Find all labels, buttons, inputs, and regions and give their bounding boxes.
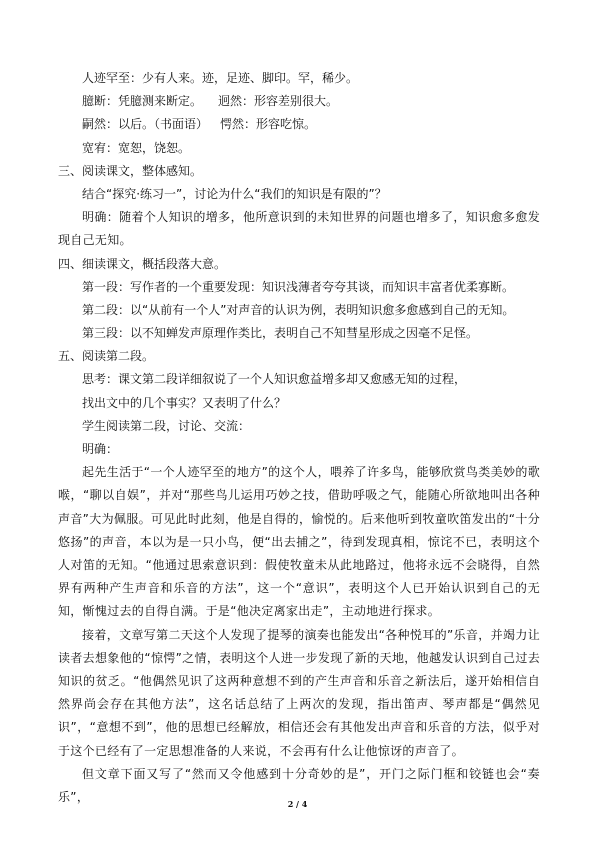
document-body — [58, 67, 540, 809]
section-3-task: 结合“探究·练习一”，讨论为什么“我们的知识是有限的”？ — [82, 186, 387, 201]
glossary-e-ran: 愕然：形容吃惊。 — [220, 117, 317, 132]
glossary-kuan-you: 宽宥：宽恕，饶恕。 — [82, 140, 191, 155]
section-5-discuss: 学生阅读第二段，讨论、交流： — [82, 418, 251, 433]
section-3-heading: 三、阅读课文，整体感知。 — [58, 163, 203, 178]
page-number: 2 / 4 — [287, 799, 308, 809]
section-5-heading: 五、阅读第二段。 — [58, 349, 155, 364]
section-4-para-2: 第二段：以“从前有一个人”对声音的认识为例，表明知识愈多愈感到自己的无知。 — [82, 302, 515, 317]
glossary-er-ran: 嗣然：以后。（书面语） — [82, 117, 209, 132]
section-5-think: 思考：课文第二段详细叙说了一个人知识愈益增多却又愈感无知的过程， — [82, 372, 467, 387]
section-4-para-1: 第一段：写作者的一个重要发现：知识浅薄者夸夸其谈，而知识丰富者优柔寡断。 — [82, 279, 515, 294]
glossary-row-2 — [58, 90, 540, 113]
glossary-row-3 — [58, 113, 540, 136]
section-5-question: 找出文中的几个事实？又表明了什么？ — [82, 395, 287, 410]
section-4-heading: 四、细读课文，概括段落大意。 — [58, 256, 227, 271]
section-4-para-3: 第三段：以不知蝉发声原理作类比，表明自己不知彗星形成之因毫不足怪。 — [82, 326, 479, 341]
glossary-jiong-ran: 迥然：形容差别很大。 — [218, 94, 339, 109]
analysis-paragraph-3: 但文章下面又写了“然而又令他感到十分奇妙的是”，开门之际门框和铰链也会“奏乐”， — [58, 766, 540, 805]
analysis-paragraph-2: 接着，文章写第二天这个人发现了提琴的演奏也能发出“各种悦耳的”乐音，并竭力让读者去想象他的“惊愕”之情，表明这个人进一步发现了新的天地，他越发认识到自己过去知识的贫乏。“他偶然见识了这两种意想不到的产生声音和乐音之新法后，遂开始相信自然界尚会存在其他方法”，这名话总结了上两次的发现，指出笛声、琴声都是“偶然见识”，“意想不到”，他的思想已经解放，相信还会有其他发出声音和乐音的方法，似乎对于这个已经有了一定思想准备的人来说，不会再有什么让他惊讶的声音了。 — [58, 627, 540, 758]
section-5-clarify: 明确： — [82, 442, 119, 457]
glossary-ji-han: 人迹罕至：少有人来。迹，足迹、脚印。罕，稀少。 — [82, 71, 359, 85]
glossary-ce-du: 臆断：凭臆测来断定。 — [82, 94, 203, 109]
analysis-paragraph-1: 起先生活于“一个人迹罕至的地方”的这个人，喂养了许多鸟，能够欣赏鸟类美妙的歌喉，“聊以自娱”，并对“那些鸟儿运用巧妙之技，借助呼吸之气，能随心所欲地叫出各种声音”大为佩服。可见此时此刻，他是自得的，愉悦的。后来他听到牧童吹笛发出的“十分悠扬”的声音，本以为是一只小鸟，便“出去捕之”，待到发现真相，惊诧不已，表明这个人对笛的无知。“他通过思索意识到：假使牧童未从此地路过，他将永远不会晓得，自然界有两种产生声音和乐音的方法”，这一个“意识”，表明这个人已开始认识到自己的无知，惭愧过去的自得自满。于是“他决定离家出走”，主动地进行探求。 — [58, 465, 540, 619]
section-3-answer: 明确：随着个人知识的增多，他所意识到的未知世界的问题也增多了，知识愈多愈发现自己无知。 — [58, 210, 540, 248]
